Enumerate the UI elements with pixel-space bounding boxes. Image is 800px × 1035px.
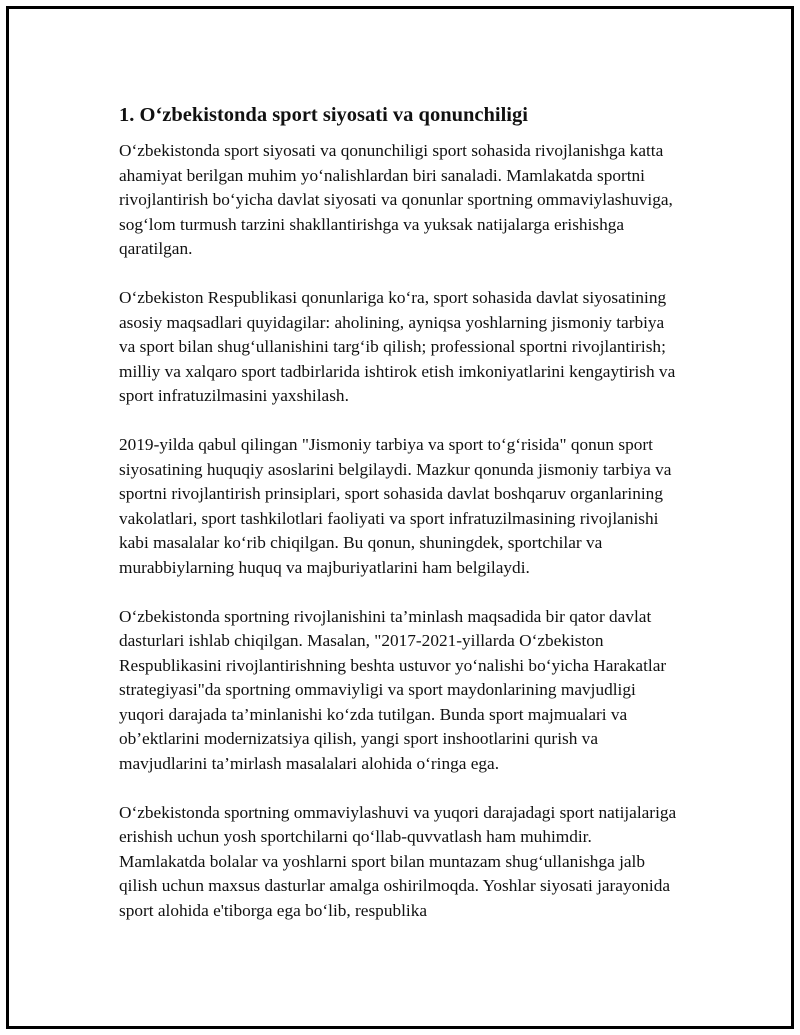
section-heading: 1. O‘zbekistonda sport siyosati va qonunchiligi bbox=[119, 104, 528, 126]
paragraph-4: O‘zbekistonda sportning rivojlanishini ta’minlash maqsadida bir qator davlat dasturlari ishlab chiqilgan. Masalan, "2017-2021-yillarda O‘zbekiston Respublikasini rivojlantirishning beshta ustuvor yo‘nalishi bo‘yicha Harakatlar strategiyasi"da sportning ommaviyligi va sport maydonlarining mavjudligi yuqori darajada ta’minlanishi ko‘zda tutilgan. Bunda sport majmualari va ob’ektlarini modernizatsiya qilish, yangi sport inshootlarini qurish va mavjudlarini ta’mirlash masalalari alohida o‘ringa ega. bbox=[119, 606, 667, 773]
document-body bbox=[119, 101, 679, 948]
paragraph-3: 2019-yilda qabul qilingan "Jismoniy tarbiya va sport to‘g‘risida" qonun sport siyosatining huquqiy asoslarini belgilaydi. Mazkur qonunda jismoniy tarbiya va sportni rivojlantirish prinsiplari, sport sohasida davlat boshqaruv organlarining vakolatlari, sport tashkilotlari faoliyati va sport infratuzilmasining rivojlanishi kabi masalalar ko‘rib chiqilgan. Bu qonun, shuningdek, sportchilar va murabbiylarning huquq va majburiyatlarini ham belgilaydi. bbox=[119, 435, 672, 577]
paragraph-5: O‘zbekistonda sportning ommaviylashuvi va yuqori darajadagi sport natijalariga erishish uchun yosh sportchilarni qo‘llab-quvvatlash ham muhimdir. Mamlakatda bolalar va yoshlarni sport bilan muntazam shug‘ullanishga jalb qilish uchun maxsus dasturlar amalga oshirilmoqda. Yoshlar siyosati jarayonida sport alohida e'tiborga ega bo‘lib, respublika bbox=[119, 802, 677, 920]
page-border bbox=[6, 6, 794, 1029]
paragraph-1: O‘zbekistonda sport siyosati va qonunchiligi sport sohasida rivojlanishga katta ahamiyat berilgan muhim yo‘nalishlardan biri sanaladi. Mamlakatda sportni rivojlantirish bo‘yicha davlat siyosati va qonunlar sportning ommaviylashuviga, sog‘lom turmush tarzini shakllantirishga va yuksak natijalarga erishishga qaratilgan. bbox=[119, 141, 673, 258]
paragraph-2: O‘zbekiston Respublikasi qonunlariga ko‘ra, sport sohasida davlat siyosatining asosiy maqsadlari quyidagilar: aholining, ayniqsa yoshlarning jismoniy tarbiya va sport bilan shug‘ullanishini targ‘ib qilish; professional sportni rivojlantirish; milliy va xalqaro sport tadbirlarida ishtirok etish imkoniyatlarini kengaytirish va sport infratuzilmasini yaxshilash. bbox=[119, 288, 676, 405]
